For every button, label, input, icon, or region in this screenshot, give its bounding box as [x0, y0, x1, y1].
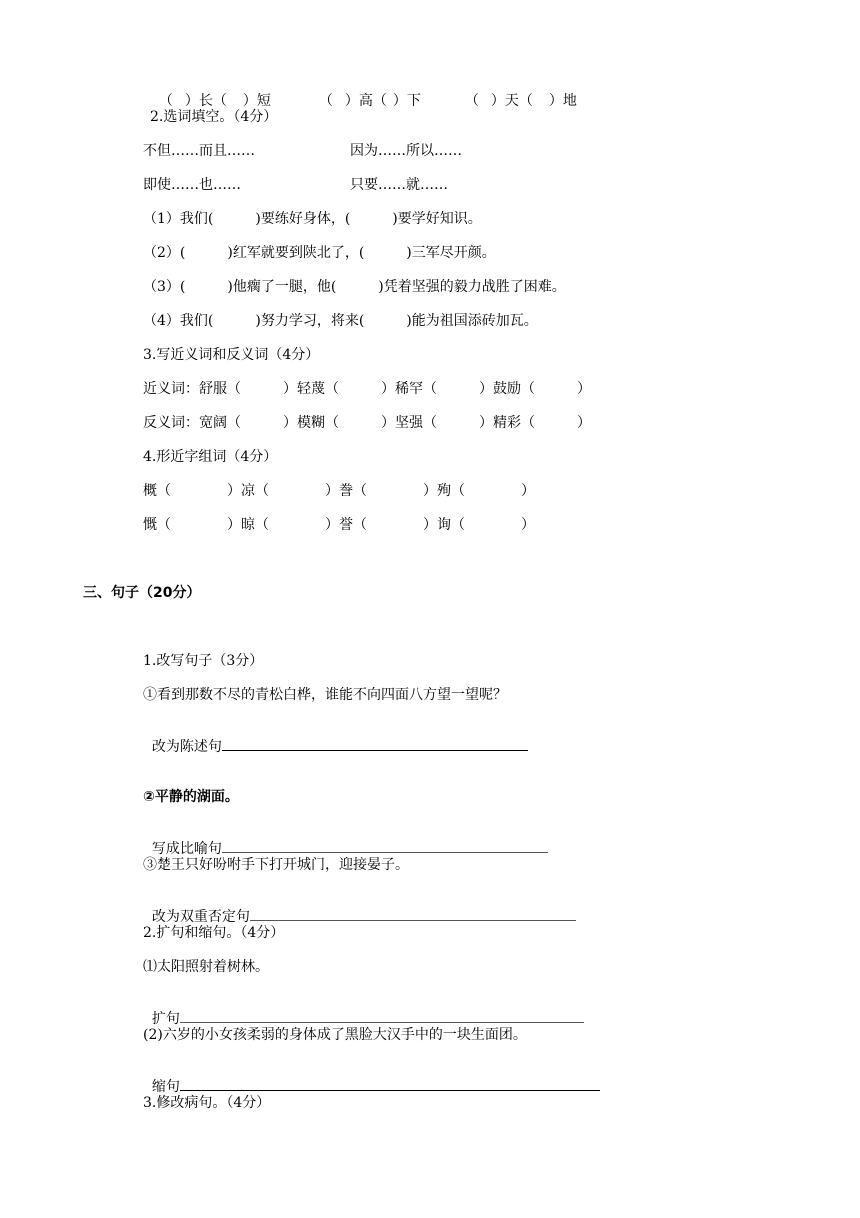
- similar-chars-row-2: 慨（ ）晾（ ）誉（ ）询（ ）: [143, 517, 535, 533]
- pair-2a: （: [318, 93, 333, 109]
- question-3-title: 3.写近义词和反义词（4分）: [143, 347, 320, 363]
- expand-task-label: 扩句: [151, 1011, 180, 1027]
- similar-chars-row-1: 概（ ）凉（ ）誊（ ）殉（ ）: [143, 483, 535, 499]
- word-pair-row: [150, 74, 577, 110]
- sentence-2: ②平静的湖面。: [143, 789, 239, 805]
- sentence-2-task-label: 写成比喻句: [151, 841, 222, 857]
- shrink-sentence: (2)六岁的小女孩柔弱的身体成了黑脸大汉手中的一块生面团。: [143, 1027, 527, 1043]
- expand-shrink-title: 2.扩句和缩句。（4分）: [143, 925, 285, 941]
- choice-1: 不但……而且……: [143, 143, 255, 159]
- pair-3c: ）地: [548, 93, 577, 109]
- pair-3a: （: [464, 93, 479, 109]
- pair-2c: ）下: [392, 93, 421, 109]
- antonyms-row: 反义词：宽阔（ ）模糊（ ）坚强（ ）精彩（ ）: [143, 415, 591, 431]
- sentence-3-task-label: 改为双重否定句: [151, 909, 250, 925]
- answer-line-1[interactable]: [222, 738, 528, 751]
- sentence-3: ③楚王只好吩咐手下打开城门，迎接晏子。: [143, 857, 409, 873]
- pair-1c: ）短: [242, 93, 271, 109]
- sentence-1-task: [143, 720, 528, 756]
- rewrite-title: 1.改写句子（3分）: [143, 653, 264, 669]
- shrink-task-label: 缩句: [151, 1079, 180, 1095]
- answer-line-5[interactable]: [180, 1078, 600, 1091]
- sentence-3-task: [143, 890, 576, 926]
- pair-3b: ）天（: [490, 93, 533, 109]
- shrink-task: [143, 1060, 600, 1096]
- expand-sentence: ⑴太阳照射着树林。: [143, 959, 269, 975]
- answer-line-4[interactable]: [180, 1010, 584, 1023]
- answer-line-3[interactable]: [250, 908, 576, 921]
- fix-sentence-title: 3.修改病句。（4分）: [143, 1095, 271, 1111]
- sentence-1-task-label: 改为陈述句: [151, 739, 222, 755]
- synonyms-row: 近义词：舒服（ ）轻蔑（ ）稀罕（ ）鼓励（ ）: [143, 381, 591, 397]
- fill-sentence-4: （4）我们( )努力学习，将来( )能为祖国添砖加瓦。: [143, 313, 538, 329]
- fill-sentence-3: （3）( )他瘸了一腿，他( )凭着坚强的毅力战胜了困难。: [143, 279, 566, 295]
- sentence-1: ①看到那数不尽的青松白桦，谁能不向四面八方望一望呢？: [143, 687, 507, 703]
- pair-2b: ）高（: [344, 93, 387, 109]
- answer-line-2[interactable]: [222, 840, 548, 853]
- section-3-heading: 三、句子（20分）: [83, 585, 201, 601]
- pair-1a: （: [158, 93, 173, 109]
- fill-sentence-2: （2）( )红军就要到陕北了，( )三军尽开颜。: [143, 245, 496, 261]
- choice-2: 因为……所以……: [350, 143, 462, 159]
- question-2-title: 2.选词填空。（4分）: [150, 109, 278, 125]
- choice-4: 只要……就……: [350, 177, 448, 193]
- expand-task: [143, 992, 584, 1028]
- pair-1b: ）长（: [184, 93, 227, 109]
- choice-3: 即使……也……: [143, 177, 241, 193]
- question-4-title: 4.形近字组词（4分）: [143, 449, 278, 465]
- sentence-2-task: [143, 822, 548, 858]
- fill-sentence-1: （1）我们( )要练好身体，( )要学好知识。: [143, 211, 482, 227]
